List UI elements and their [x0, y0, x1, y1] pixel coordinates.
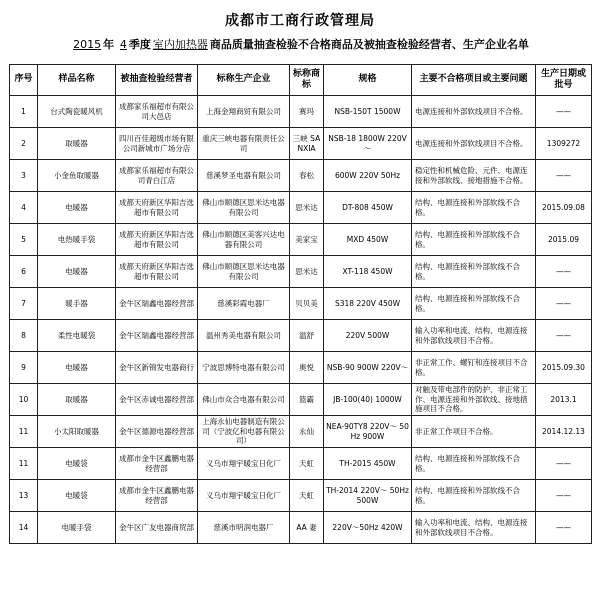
cell-no: 3 — [10, 160, 38, 192]
col-header-seller: 被抽查检验经营者 — [116, 65, 198, 96]
col-header-maker: 标称生产企业 — [198, 65, 290, 96]
cell-name: 电暖器 — [38, 352, 116, 384]
cell-seller: 四川百佳超级市场有限公司新城市广场分店 — [116, 128, 198, 160]
table-row — [10, 192, 592, 224]
cell-seller: 金牛区德源电器经营部 — [116, 416, 198, 448]
table-row — [10, 384, 592, 416]
cell-no: 2 — [10, 128, 38, 160]
cell-spec: 600W 220V 50Hz — [324, 160, 412, 192]
cell-maker: 佛山市顺德区美客兴达电器有限公司 — [198, 224, 290, 256]
cell-name: 取暖器 — [38, 128, 116, 160]
cell-name: 电暖手袋 — [38, 512, 116, 544]
cell-spec: TH-2014 220V～ 50Hz 500W — [324, 480, 412, 512]
cell-seller: 金牛区瑞鑫电器经营部 — [116, 288, 198, 320]
table-row — [10, 288, 592, 320]
cell-maker: 慈溪市明润电器厂 — [198, 512, 290, 544]
cell-spec: MXD 450W — [324, 224, 412, 256]
cell-issue: 结构、电源连接和外部软线不合格。 — [412, 192, 536, 224]
cell-no: 5 — [10, 224, 38, 256]
subtitle-product: 室内加热器 — [152, 38, 208, 51]
cell-issue: 稳定性和机械危险、元件、电源连接和外部软线、接地措施不合格。 — [412, 160, 536, 192]
cell-brand: 美家宝 — [290, 224, 324, 256]
cell-issue: 非正常工作、螺钉和连接项目不合格。 — [412, 352, 536, 384]
cell-date: —— — [536, 96, 592, 128]
cell-brand: 永仙 — [290, 416, 324, 448]
cell-date: —— — [536, 512, 592, 544]
cell-spec: NSB-18 1800W 220V～ — [324, 128, 412, 160]
cell-no: 4 — [10, 192, 38, 224]
table-row — [10, 512, 592, 544]
cell-spec: DT-808 450W — [324, 192, 412, 224]
cell-date: —— — [536, 320, 592, 352]
cell-maker: 慈溪梦圣电器有限公司 — [198, 160, 290, 192]
cell-brand: 天虹 — [290, 480, 324, 512]
cell-brand: 春松 — [290, 160, 324, 192]
cell-date: —— — [536, 480, 592, 512]
cell-name: 柔性电暖袋 — [38, 320, 116, 352]
cell-seller: 成都市金牛区鑫鹏电器经营部 — [116, 448, 198, 480]
cell-maker: 义乌市翔宇暖宝日化厂 — [198, 448, 290, 480]
page-subtitle — [0, 36, 600, 52]
cell-no: 14 — [10, 512, 38, 544]
cell-brand: AA 妻 — [290, 512, 324, 544]
cell-date: 1309272 — [536, 128, 592, 160]
cell-name: 电暖袋 — [38, 448, 116, 480]
cell-maker: 上海永仙电器制造有限公司（宁波亿和电器有限公司） — [198, 416, 290, 448]
cell-seller: 金牛区广友电器商贸部 — [116, 512, 198, 544]
col-header-brand: 标称商标 — [290, 65, 324, 96]
cell-name: 小太阳取暖器 — [38, 416, 116, 448]
table-row — [10, 352, 592, 384]
cell-spec: NSB-150T 1500W — [324, 96, 412, 128]
cell-brand: 贝贝美 — [290, 288, 324, 320]
subtitle-rest: 商品质量抽查检验不合格商品及被抽查检验经营者、生产企业名单 — [209, 38, 529, 51]
cell-issue: 结构、电源连接和外部软线不合格。 — [412, 288, 536, 320]
cell-spec: NSB-90 900W 220V～ — [324, 352, 412, 384]
cell-date: 2015.09.08 — [536, 192, 592, 224]
cell-issue: 非正常工作项目不合格。 — [412, 416, 536, 448]
cell-brand: 奥悦 — [290, 352, 324, 384]
cell-spec: NEA-90TY8 220V～ 50Hz 900W — [324, 416, 412, 448]
cell-brand: 天虹 — [290, 448, 324, 480]
cell-brand: 温舒 — [290, 320, 324, 352]
cell-spec: S318 220V 450W — [324, 288, 412, 320]
cell-seller: 金牛区瑞鑫电器经营部 — [116, 320, 198, 352]
cell-seller: 成都天府新区华阳吉选超市有限公司 — [116, 256, 198, 288]
subtitle-year-suffix: 年 — [103, 38, 115, 51]
col-header-spec: 规格 — [324, 65, 412, 96]
cell-no: 11 — [10, 448, 38, 480]
cell-issue: 对触及带电部件的防护、非正常工作、电源连接和外部软线、接地措施项目不合格。 — [412, 384, 536, 416]
cell-issue: 结构、电源连接和外部软线不合格。 — [412, 224, 536, 256]
col-header-name: 样品名称 — [38, 65, 116, 96]
cell-seller: 成都市金牛区鑫鹏电器经营部 — [116, 480, 198, 512]
cell-name: 取暖器 — [38, 384, 116, 416]
cell-seller: 金牛区新锦发电器商行 — [116, 352, 198, 384]
cell-seller: 成都天府新区华阳吉选超市有限公司 — [116, 192, 198, 224]
cell-brand: 赛玛 — [290, 96, 324, 128]
cell-spec: 220V 500W — [324, 320, 412, 352]
table-header-row — [10, 65, 592, 96]
cell-spec: TH-2015 450W — [324, 448, 412, 480]
cell-brand: 思米达 — [290, 192, 324, 224]
subtitle-season: 4 — [119, 38, 127, 51]
cell-issue: 输入功率和电流、结构、电源连接和外部软线项目不合格。 — [412, 512, 536, 544]
cell-name: 电暖袋 — [38, 480, 116, 512]
cell-issue: 结构、电源连接和外部软线不合格。 — [412, 448, 536, 480]
results-table — [9, 64, 592, 544]
cell-no: 13 — [10, 480, 38, 512]
col-header-date: 生产日期或批号 — [536, 65, 592, 96]
cell-maker: 佛山市顺德区思米达电器有限公司 — [198, 256, 290, 288]
cell-maker: 慈溪彩霞电器厂 — [198, 288, 290, 320]
cell-no: 9 — [10, 352, 38, 384]
cell-name: 电暖器 — [38, 192, 116, 224]
cell-date: —— — [536, 288, 592, 320]
cell-brand: 篮霸 — [290, 384, 324, 416]
cell-date: —— — [536, 160, 592, 192]
cell-issue: 结构、电源连接和外部软线不合格。 — [412, 256, 536, 288]
cell-seller: 金牛区赤诚电器经营部 — [116, 384, 198, 416]
cell-no: 1 — [10, 96, 38, 128]
cell-maker: 义乌市翔宇暖宝日化厂 — [198, 480, 290, 512]
cell-name: 小金鱼取暖器 — [38, 160, 116, 192]
table-row — [10, 96, 592, 128]
cell-no: 10 — [10, 384, 38, 416]
cell-spec: XT-118 450W — [324, 256, 412, 288]
cell-name: 电暖器 — [38, 256, 116, 288]
cell-brand: 三峡 SANXIA — [290, 128, 324, 160]
subtitle-season-suffix: 季度 — [128, 38, 151, 51]
table-row — [10, 448, 592, 480]
cell-brand: 思米达 — [290, 256, 324, 288]
table-row — [10, 416, 592, 448]
cell-date: 2015.09 — [536, 224, 592, 256]
cell-issue: 电源连接和外部软线项目不合格。 — [412, 128, 536, 160]
cell-issue: 电源连接和外部软线项目不合格。 — [412, 96, 536, 128]
cell-maker: 温州秀美电器有限公司 — [198, 320, 290, 352]
cell-maker: 宁波思博特电器有限公司 — [198, 352, 290, 384]
cell-date: 2014.12.13 — [536, 416, 592, 448]
cell-date: —— — [536, 256, 592, 288]
page-title: 成都市工商行政管理局 — [225, 13, 375, 29]
table-row — [10, 480, 592, 512]
cell-no: 11 — [10, 416, 38, 448]
subtitle-year: 2015 — [73, 38, 102, 51]
cell-maker: 重庆三峡电器有限责任公司 — [198, 128, 290, 160]
col-header-issue: 主要不合格项目或主要问题 — [412, 65, 536, 96]
cell-issue: 输入功率和电流、结构、电源连接和外部软线项目不合格。 — [412, 320, 536, 352]
cell-maker: 佛山市顺德区思米达电器有限公司 — [198, 192, 290, 224]
table-row — [10, 128, 592, 160]
col-header-no: 序号 — [10, 65, 38, 96]
cell-no: 6 — [10, 256, 38, 288]
table-row — [10, 256, 592, 288]
cell-spec: 220V～50Hz 420W — [324, 512, 412, 544]
cell-seller: 成都家乐福超市有限公司大邑店 — [116, 96, 198, 128]
cell-date: 2015.09.30 — [536, 352, 592, 384]
cell-name: 暖手器 — [38, 288, 116, 320]
table-row — [10, 320, 592, 352]
cell-seller: 成都天府新区华阳吉选超市有限公司 — [116, 224, 198, 256]
cell-issue: 结构、电源连接和外部软线不合格。 — [412, 480, 536, 512]
cell-date: —— — [536, 448, 592, 480]
cell-name: 电热暖手袋 — [38, 224, 116, 256]
cell-maker: 上海金翔商贸有限公司 — [198, 96, 290, 128]
cell-no: 8 — [10, 320, 38, 352]
cell-name: 台式陶瓷暖风机 — [38, 96, 116, 128]
cell-no: 7 — [10, 288, 38, 320]
cell-seller: 成都家乐福超市有限公司青白江店 — [116, 160, 198, 192]
cell-date: 2013.1 — [536, 384, 592, 416]
cell-maker: 佛山市众合电器有限公司 — [198, 384, 290, 416]
table-row — [10, 160, 592, 192]
cell-spec: JB-100(40) 1000W — [324, 384, 412, 416]
table-row — [10, 224, 592, 256]
